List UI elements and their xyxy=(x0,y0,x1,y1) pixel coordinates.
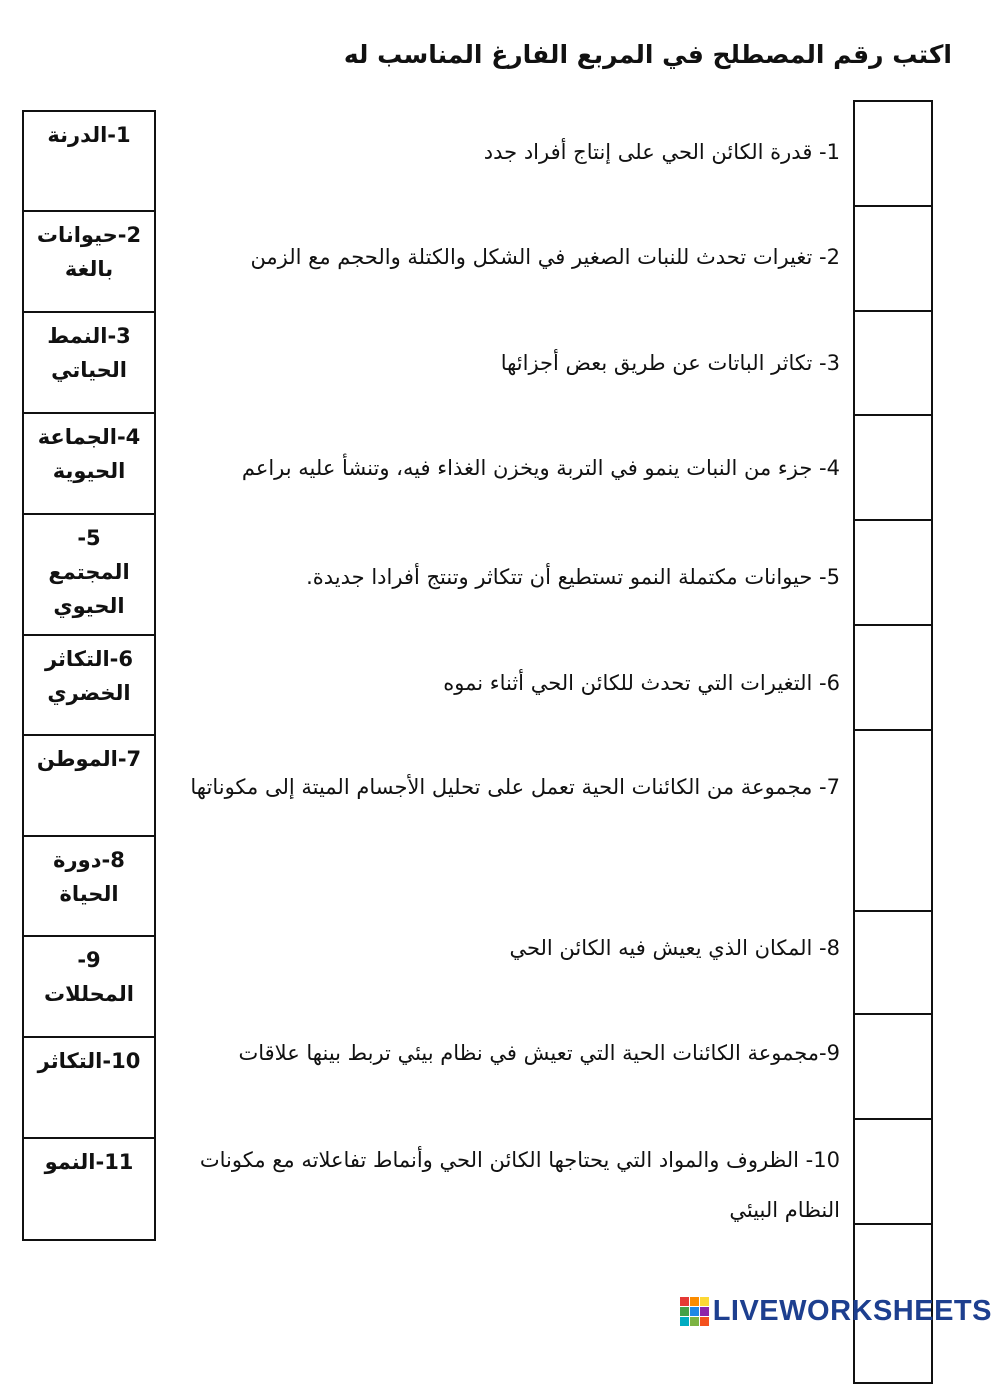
term-text: 8-دورة xyxy=(53,848,125,872)
term-text: 7-الموطن xyxy=(36,747,142,771)
logo-square xyxy=(680,1317,689,1326)
term-cell xyxy=(24,515,154,636)
logo-square xyxy=(690,1307,699,1316)
answer-boxes-column xyxy=(853,100,933,1384)
term-cell xyxy=(24,736,154,837)
logo-square xyxy=(700,1307,709,1316)
term-text: 11-النمو xyxy=(44,1150,134,1174)
answer-box[interactable] xyxy=(855,731,931,912)
definition-item: 7- مجموعة من الكائنات الحية تعمل على تحليل الأجسام الميتة إلى مكوناتها xyxy=(190,775,840,799)
logo-square xyxy=(700,1297,709,1306)
brand-text: LIVEWORKSHEETS xyxy=(712,1294,992,1327)
term-text: 3-النمط xyxy=(47,324,131,348)
liveworksheets-logo-icon xyxy=(680,1297,709,1326)
definition-item: 2- تغيرات تحدث للنبات الصغير في الشكل والكتلة والحجم مع الزمن xyxy=(250,245,840,269)
term-cell xyxy=(24,937,154,1038)
term-cell xyxy=(24,414,154,515)
term-text: 6-التكاثر xyxy=(44,647,134,671)
answer-box[interactable] xyxy=(855,416,931,521)
term-text: المجتمع xyxy=(48,560,130,584)
term-text: 5- xyxy=(77,526,101,550)
answer-box[interactable] xyxy=(855,626,931,731)
definition-item: 6- التغيرات التي تحدث للكائن الحي أثناء نموه xyxy=(443,671,840,695)
term-text: 1-الدرنة xyxy=(47,123,131,147)
logo-square xyxy=(680,1307,689,1316)
term-text: الحياة xyxy=(59,882,119,906)
term-text: 4-الجماعة xyxy=(37,425,141,449)
definition-item: 4- جزء من النبات ينمو في التربة ويخزن الغذاء فيه، وتنشأ عليه براعم xyxy=(241,456,840,480)
answer-box[interactable] xyxy=(855,312,931,416)
term-cell xyxy=(24,112,154,212)
definition-item: 10- الظروف والمواد التي يحتاجها الكائن الحي وأنماط تفاعلاته مع مكونات النظام البيئي xyxy=(199,1148,840,1222)
answer-box[interactable] xyxy=(855,102,931,207)
term-cell xyxy=(24,1038,154,1139)
worksheet-title: اكتب رقم المصطلح في المربع الفارغ المناسب له xyxy=(343,40,952,69)
answer-box[interactable] xyxy=(855,1015,931,1120)
term-cell xyxy=(24,313,154,414)
term-text: 2-حيوانات xyxy=(36,223,142,247)
term-text: الحيوية xyxy=(52,459,126,483)
logo-square xyxy=(680,1297,689,1306)
liveworksheets-brand xyxy=(680,1294,992,1328)
term-text: 10-التكاثر xyxy=(37,1049,141,1073)
answer-box[interactable] xyxy=(855,207,931,312)
term-text: المحللات xyxy=(44,982,134,1006)
answer-box[interactable] xyxy=(855,521,931,626)
term-text: 9- xyxy=(77,948,101,972)
term-cell xyxy=(24,212,154,313)
term-text: الحيوي xyxy=(53,594,125,618)
terms-column xyxy=(22,110,156,1241)
term-text: بالغة xyxy=(64,257,114,281)
answer-box[interactable] xyxy=(855,1120,931,1225)
definition-item: 1- قدرة الكائن الحي على إنتاج أفراد جدد xyxy=(483,140,840,164)
logo-square xyxy=(690,1297,699,1306)
term-cell xyxy=(24,636,154,736)
term-cell xyxy=(24,837,154,937)
answer-box[interactable] xyxy=(855,912,931,1015)
logo-square xyxy=(690,1317,699,1326)
term-text: الخضري xyxy=(47,681,131,705)
term-cell xyxy=(24,1139,154,1239)
definition-item: 9-مجموعة الكائنات الحية التي تعيش في نظام بيئي تربط بينها علاقات xyxy=(238,1041,840,1065)
definition-item: 5- حيوانات مكتملة النمو تستطيع أن تتكاثر وتنتج أفرادا جديدة. xyxy=(306,565,840,589)
term-text: الحياتي xyxy=(51,358,127,382)
definition-item: 3- تكاثر الباتات عن طريق بعض أجزائها xyxy=(500,351,840,375)
definition-item: 8- المكان الذي يعيش فيه الكائن الحي xyxy=(509,936,840,960)
logo-square xyxy=(700,1317,709,1326)
